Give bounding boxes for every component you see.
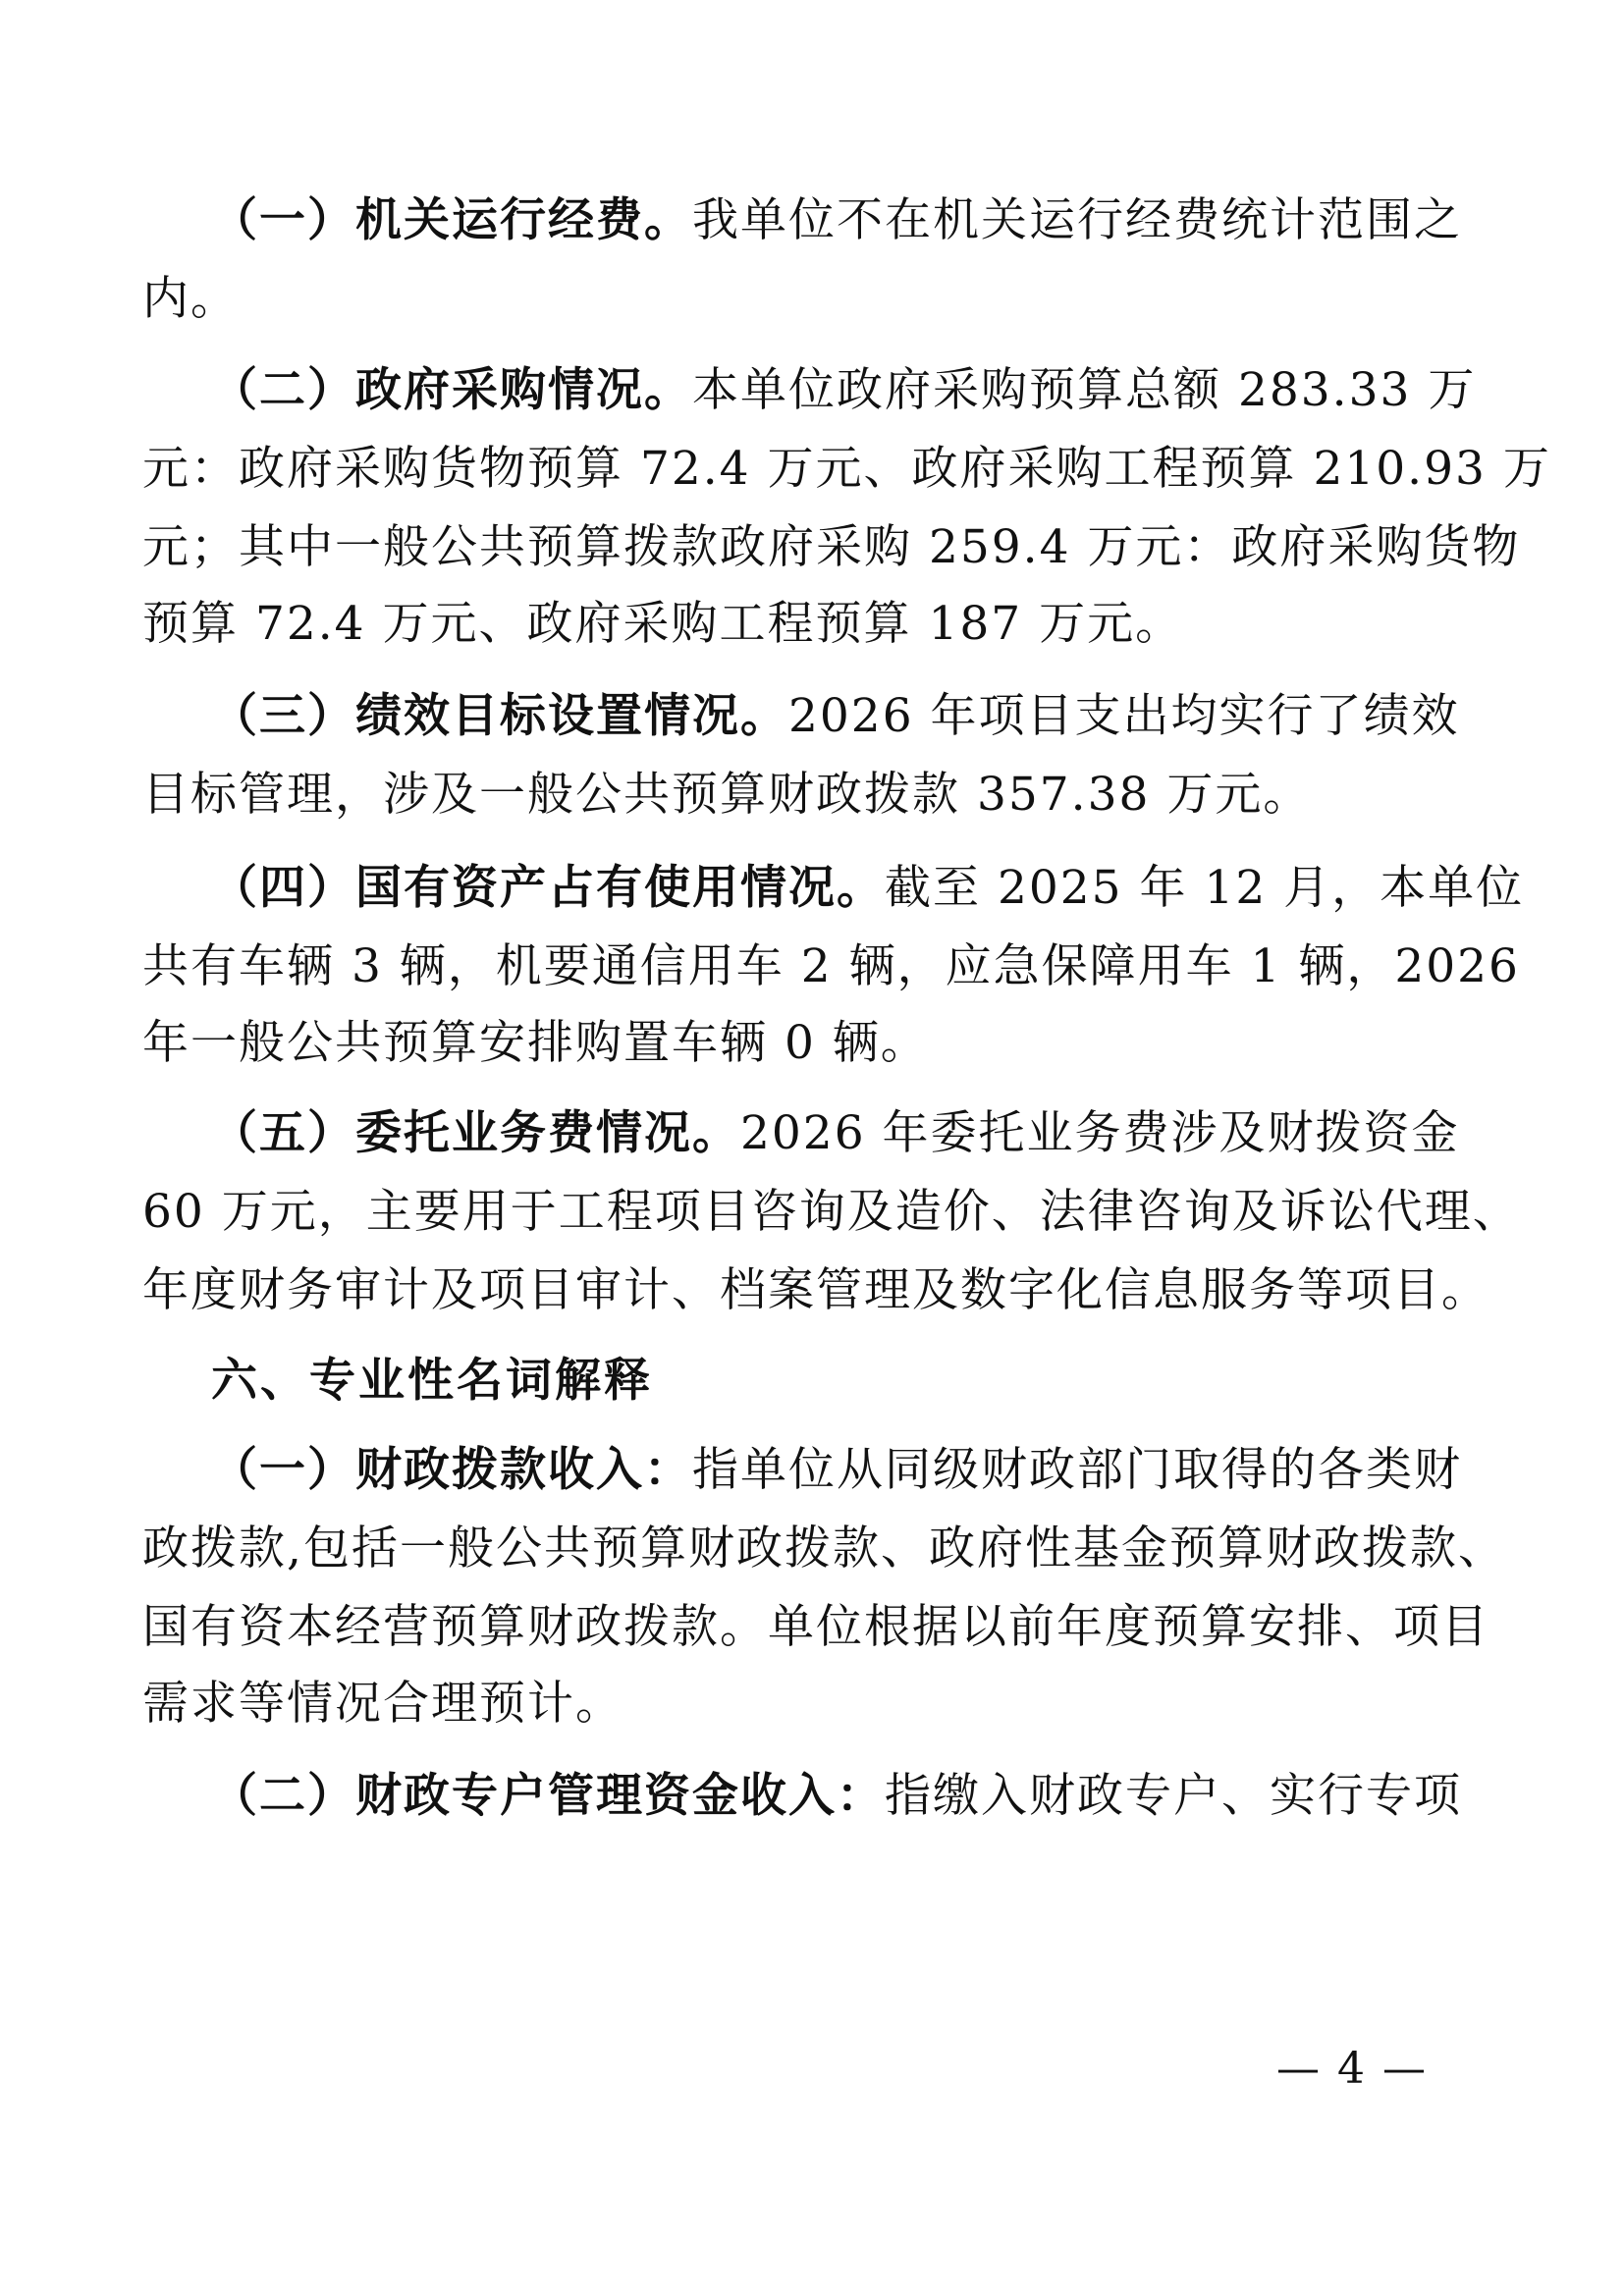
term-1-text: 指单位从同级财政部门取得的各类财 xyxy=(692,1443,1462,1497)
paragraph-1-line-1 xyxy=(211,191,1462,250)
paragraph-4-line-2: 共有车辆 3 辆，机要通信用车 2 辆，应急保障用车 1 辆，2026 xyxy=(142,939,1520,993)
section-heading-glossary: 六、专业性名词解释 xyxy=(211,1354,653,1408)
term-2-text: 指缴入财政专户、实行专项 xyxy=(885,1769,1462,1823)
term-1-lead: （一）财政拨款收入： xyxy=(211,1443,692,1497)
term-1-line-1 xyxy=(211,1441,1462,1500)
paragraph-2-text: 本单位政府采购预算总额 283.33 万 xyxy=(692,363,1477,417)
paragraph-5-line-2: 60 万元，主要用于工程项目咨询及造价、法律咨询及诉讼代理、 xyxy=(142,1185,1521,1239)
paragraph-3-text: 2026 年项目支出均实行了绩效 xyxy=(788,689,1460,743)
paragraph-2-line-4: 预算 72.4 万元、政府采购工程预算 187 万元。 xyxy=(142,597,1184,651)
paragraph-2-line-2: 元：政府采购货物预算 72.4 万元、政府采购工程预算 210.93 万 xyxy=(142,442,1551,496)
paragraph-5-line-1 xyxy=(211,1104,1460,1163)
term-1-line-4: 需求等情况合理预计。 xyxy=(142,1677,623,1731)
paragraph-3-lead: （三）绩效目标设置情况。 xyxy=(211,689,788,743)
paragraph-2-lead: （二）政府采购情况。 xyxy=(211,363,692,417)
paragraph-4-lead: （四）国有资产占有使用情况。 xyxy=(211,861,885,915)
paragraph-1-text: 我单位不在机关运行经费统计范围之 xyxy=(692,193,1462,247)
paragraph-4-text: 截至 2025 年 12 月，本单位 xyxy=(885,861,1525,915)
term-2-line-1 xyxy=(211,1767,1462,1826)
term-2-lead: （二）财政专户管理资金收入： xyxy=(211,1769,885,1823)
paragraph-3-line-2: 目标管理，涉及一般公共预算财政拨款 357.38 万元。 xyxy=(142,768,1312,822)
paragraph-5-lead: （五）委托业务费情况。 xyxy=(211,1106,740,1160)
paragraph-1-line-2: 内。 xyxy=(142,272,239,326)
paragraph-5-line-3: 年度财务审计及项目审计、档案管理及数字化信息服务等项目。 xyxy=(142,1263,1489,1317)
paragraph-3-line-1 xyxy=(211,687,1460,746)
paragraph-2-line-3: 元；其中一般公共预算拨款政府采购 259.4 万元：政府采购货物 xyxy=(142,520,1521,574)
term-1-line-2: 政拨款,包括一般公共预算财政拨款、政府性基金预算财政拨款、 xyxy=(142,1522,1506,1575)
paragraph-4-line-1 xyxy=(211,859,1525,918)
page-number: — 4 — xyxy=(1276,2044,1428,2094)
paragraph-4-line-3: 年一般公共预算安排购置车辆 0 辆。 xyxy=(142,1016,929,1070)
paragraph-2-line-1 xyxy=(211,361,1477,420)
paragraph-5-text: 2026 年委托业务费涉及财拨资金 xyxy=(740,1106,1460,1160)
paragraph-1-lead: （一）机关运行经费。 xyxy=(211,193,692,247)
term-1-line-3: 国有资本经营预算财政拨款。单位根据以前年度预算安排、项目 xyxy=(142,1600,1489,1654)
